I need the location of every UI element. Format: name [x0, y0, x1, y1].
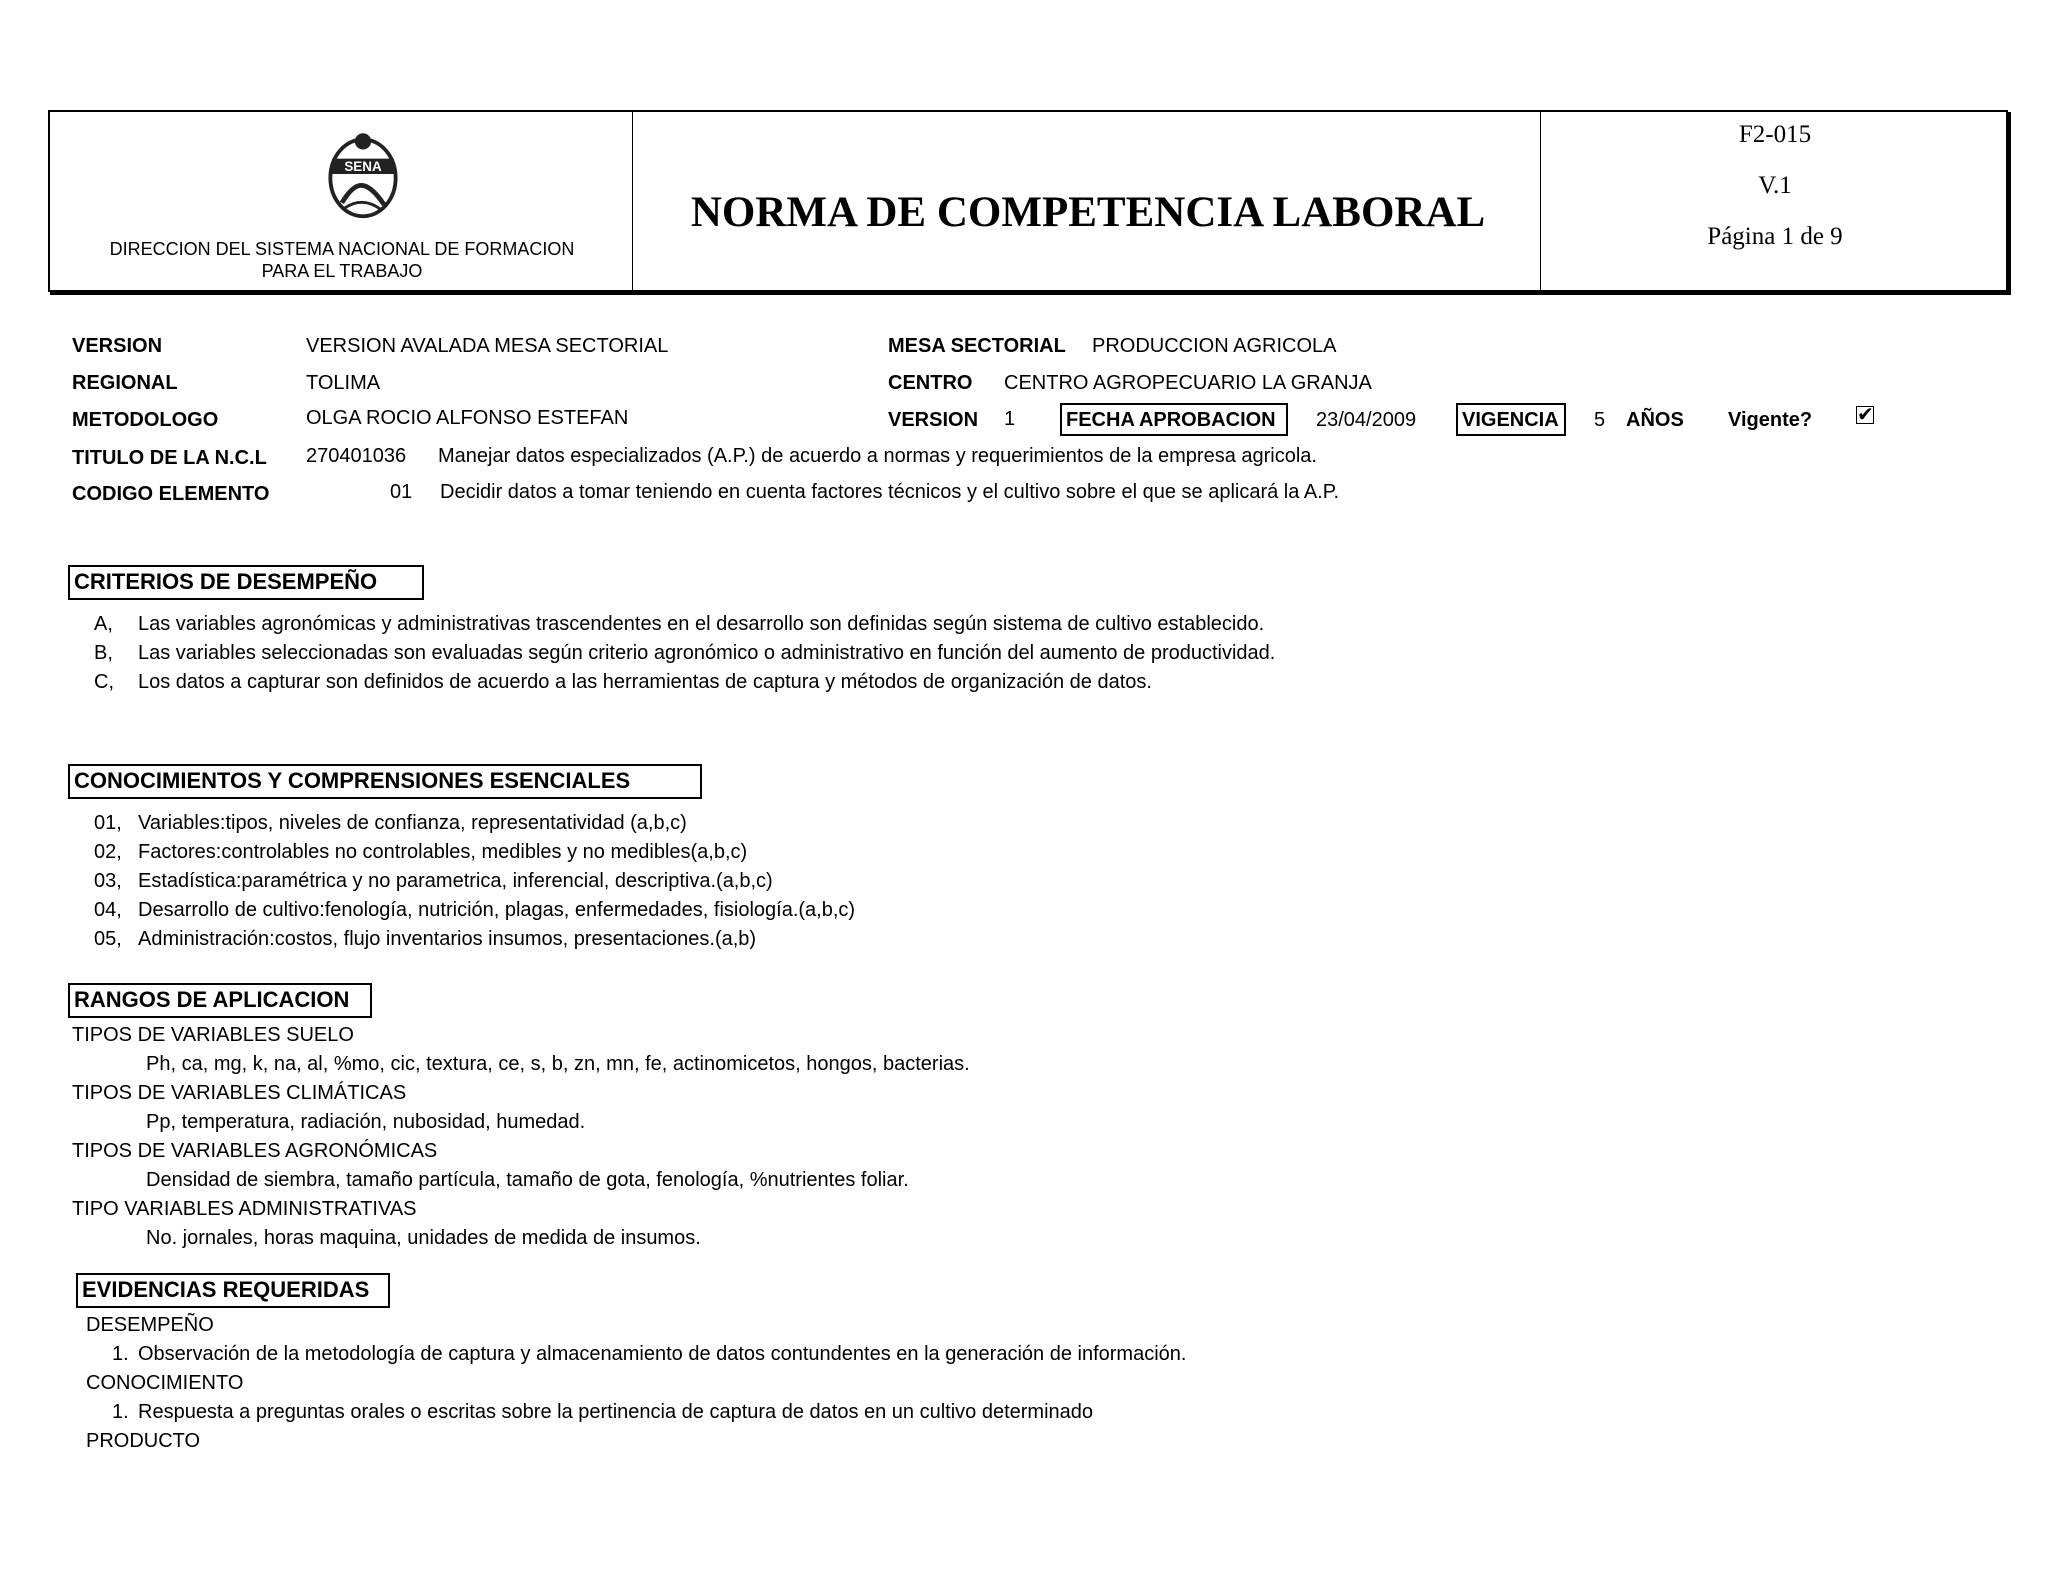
evidencia-text: Respuesta a preguntas orales o escritas sobre la pertinencia de captura de datos en un cultivo determinado	[138, 1401, 1094, 1423]
titulo-ncl-value: Manejar datos especializados (A.P.) de acuerdo a normas y requerimientos de la empresa agricola.	[438, 445, 1317, 467]
evidencia-key: 1.	[112, 1343, 129, 1365]
version-number-label: VERSION	[888, 409, 979, 431]
rango-text: Pp, temperatura, radiación, nubosidad, humedad.	[146, 1111, 586, 1133]
codigo-elemento-code: 01	[390, 481, 413, 503]
vigente-checkbox[interactable]	[1856, 406, 1874, 424]
mesa-sectorial-label: MESA SECTORIAL	[888, 335, 1066, 357]
vigencia-value: 5	[1594, 409, 1606, 431]
version-label: VERSION	[72, 335, 163, 357]
rangos-section-title: RANGOS DE APLICACION	[68, 983, 372, 1018]
evidencias-section-title: EVIDENCIAS REQUERIDAS	[76, 1273, 390, 1308]
titulo-ncl-code: 270401036	[306, 445, 407, 467]
anos-label: AÑOS	[1626, 409, 1684, 431]
conocimiento-text: Factores:controlables no controlables, medibles y no medibles(a,b,c)	[138, 841, 748, 863]
conocimiento-key: 01,	[94, 812, 122, 834]
vigencia-label: VIGENCIA	[1456, 403, 1566, 436]
conocimiento-key: 03,	[94, 870, 122, 892]
criterio-text: Las variables seleccionadas son evaluadas según criterio agronómico o administrativo en función del aumento de productividad.	[138, 642, 1276, 664]
criterios-section-title: CRITERIOS DE DESEMPEÑO	[68, 565, 424, 600]
rango-heading: TIPOS DE VARIABLES AGRONÓMICAS	[72, 1140, 438, 1162]
criterio-key: B,	[94, 642, 113, 664]
rango-heading: TIPOS DE VARIABLES SUELO	[72, 1024, 354, 1046]
fecha-aprobacion-label: FECHA APROBACION	[1060, 403, 1288, 436]
desempeno-label: DESEMPEÑO	[86, 1314, 214, 1336]
criterio-text: Las variables agronómicas y administrativas trascendentes en el desarrollo son definidas según sistema de cultivo establecido.	[138, 613, 1265, 635]
centro-value: CENTRO AGROPECUARIO LA GRANJA	[1004, 372, 1372, 394]
codigo-elemento-label: CODIGO ELEMENTO	[72, 483, 270, 505]
conocimiento-key: 04,	[94, 899, 122, 921]
metodologo-label: METODOLOGO	[72, 409, 219, 431]
criterio-text: Los datos a capturar son definidos de acuerdo a las herramientas de captura y métodos de organización de datos.	[138, 671, 1152, 693]
metodologo-value: OLGA ROCIO ALFONSO ESTEFAN	[306, 407, 629, 429]
page-number: Página 1 de 9	[1707, 223, 1843, 250]
rango-heading: TIPOS DE VARIABLES CLIMÁTICAS	[72, 1082, 407, 1104]
conocimiento-key: 05,	[94, 928, 122, 950]
version-number-value: 1	[1004, 408, 1016, 430]
document-header	[48, 110, 2008, 292]
regional-label: REGIONAL	[72, 372, 178, 394]
org-name-line1: DIRECCION DEL SISTEMA NACIONAL DE FORMACION	[109, 239, 575, 259]
titulo-ncl-label: TITULO DE LA N.C.L	[72, 447, 267, 469]
criterio-key: C,	[94, 671, 114, 693]
criterio-key: A,	[94, 613, 113, 635]
conocimiento-text: Estadística:paramétrica y no parametrica, inferencial, descriptiva.(a,b,c)	[138, 870, 773, 892]
conocimiento-label: CONOCIMIENTO	[86, 1372, 244, 1394]
form-code: F2-015	[1738, 121, 1812, 148]
conocimientos-section-title: CONOCIMIENTOS Y COMPRENSIONES ESENCIALES	[68, 764, 702, 799]
centro-label: CENTRO	[888, 372, 973, 394]
sena-logo	[315, 126, 411, 222]
version-value: VERSION AVALADA MESA SECTORIAL	[306, 335, 669, 357]
producto-label: PRODUCTO	[86, 1430, 201, 1452]
codigo-elemento-value: Decidir datos a tomar teniendo en cuenta factores técnicos y el cultivo sobre el que se aplicará la A.P.	[440, 481, 1340, 503]
header-shadow-right	[2008, 112, 2011, 295]
svg-text:SENA: SENA	[344, 159, 382, 175]
vigente-label: Vigente?	[1728, 409, 1813, 431]
fecha-aprobacion-value: 23/04/2009	[1316, 409, 1417, 431]
form-version: V.1	[1758, 172, 1792, 199]
rango-text: Ph, ca, mg, k, na, al, %mo, cic, textura, ce, s, b, zn, mn, fe, actinomicetos, hongos, bacterias.	[146, 1053, 970, 1075]
rango-text: No. jornales, horas maquina, unidades de medida de insumos.	[146, 1227, 701, 1249]
org-name-line2: PARA EL TRABAJO	[261, 261, 423, 281]
conocimiento-text: Administración:costos, flujo inventarios insumos, presentaciones.(a,b)	[138, 928, 757, 950]
header-shadow-bottom	[50, 292, 2010, 295]
regional-value: TOLIMA	[306, 372, 381, 394]
conocimiento-text: Variables:tipos, niveles de confianza, representatividad (a,b,c)	[138, 812, 687, 834]
check-icon: ✔	[1857, 404, 1874, 426]
document-title: NORMA DE COMPETENCIA LABORAL	[690, 189, 1486, 236]
evidencia-key: 1.	[112, 1401, 129, 1423]
rango-text: Densidad de siembra, tamaño partícula, tamaño de gota, fenología, %nutrientes foliar.	[146, 1169, 909, 1191]
conocimiento-text: Desarrollo de cultivo:fenología, nutrición, plagas, enfermedades, fisiología.(a,b,c)	[138, 899, 856, 921]
mesa-sectorial-value: PRODUCCION AGRICOLA	[1092, 335, 1337, 357]
conocimiento-key: 02,	[94, 841, 122, 863]
rango-heading: TIPO VARIABLES ADMINISTRATIVAS	[72, 1198, 417, 1220]
evidencia-text: Observación de la metodología de captura y almacenamiento de datos contundentes en la generación de información.	[138, 1343, 1187, 1365]
